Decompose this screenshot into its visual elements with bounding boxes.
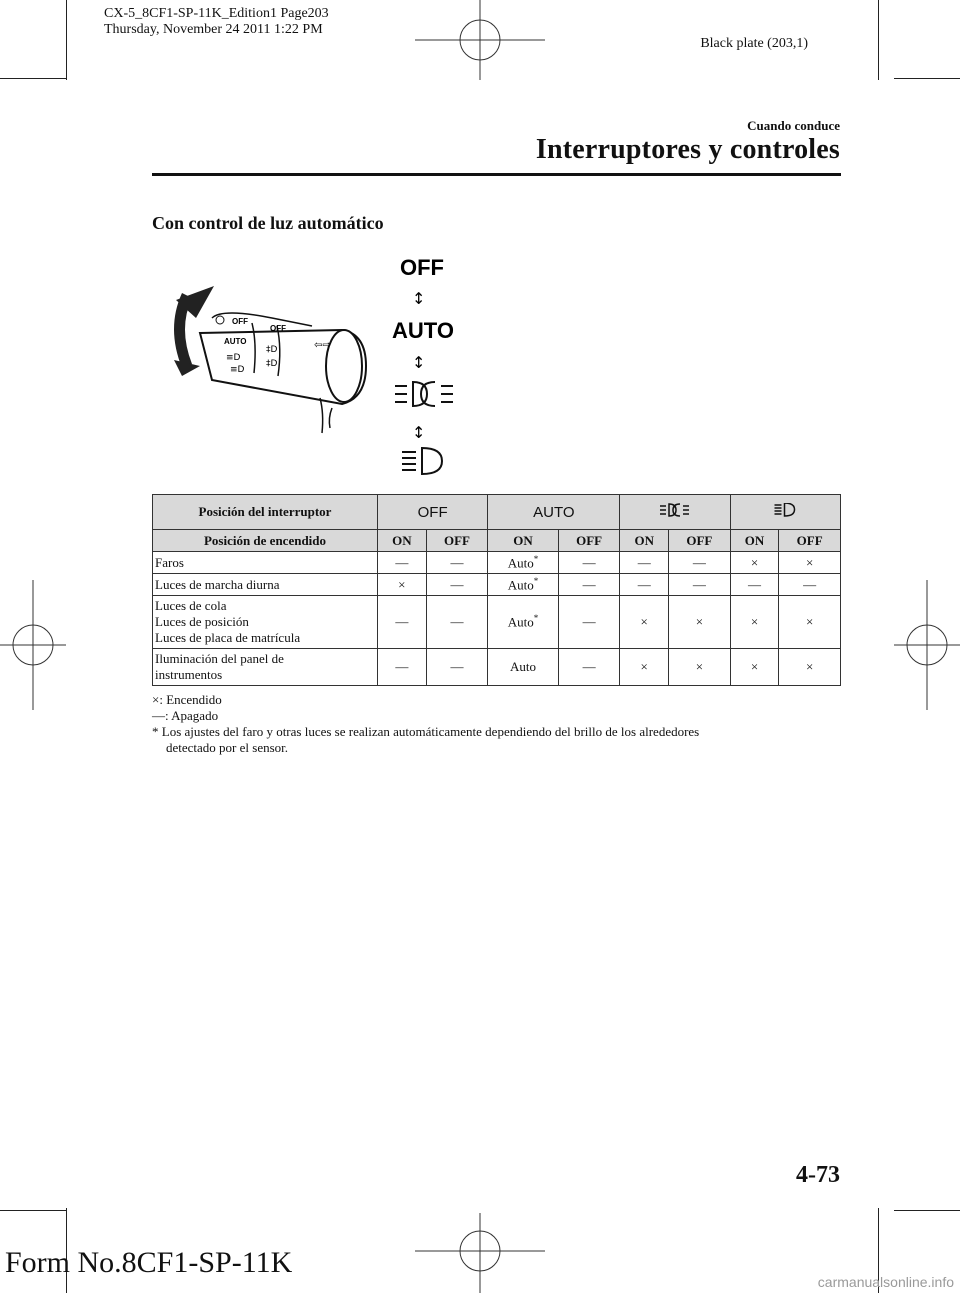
- cell-value: ×: [805, 659, 814, 674]
- cell-value: ×: [750, 554, 759, 570]
- cell-value: Auto: [510, 659, 537, 674]
- crop-mark: [0, 1210, 66, 1211]
- switch-position-table: [152, 494, 841, 686]
- row-label: [153, 552, 378, 574]
- registration-mark-right: [894, 580, 960, 710]
- table-cell: [488, 596, 559, 649]
- lever-headlight-icon: ≡D: [226, 353, 241, 363]
- table-cell: [558, 574, 620, 596]
- table-legend: [152, 692, 842, 756]
- print-meta-line1: CX-5_8CF1-SP-11K_Edition1 Page203: [104, 6, 329, 21]
- lever-label-auto: AUTO: [224, 337, 247, 346]
- position-label-off: OFF: [400, 255, 444, 280]
- headlight-icon: [773, 503, 797, 517]
- cell-value: Auto: [507, 577, 534, 593]
- print-meta-line2: Thursday, November 24 2011 1:22 PM: [104, 22, 323, 37]
- cell-value: —: [395, 659, 409, 674]
- crop-mark: [894, 1210, 960, 1211]
- cell-value: —: [450, 659, 464, 674]
- crop-mark: [0, 78, 66, 79]
- table-cell: [426, 552, 488, 574]
- cell-value: ×: [398, 576, 406, 592]
- cell-value: —: [582, 576, 596, 592]
- table-cell: [620, 552, 669, 574]
- legend-off: —: Apagado: [152, 708, 219, 723]
- cell-value: Auto: [507, 555, 534, 571]
- table-cell: [730, 574, 779, 596]
- cell-value: —: [803, 576, 817, 592]
- header-position-parking: [620, 495, 730, 530]
- table-cell: [378, 574, 427, 596]
- table-cell: [620, 574, 669, 596]
- cell-value: —: [582, 554, 596, 570]
- lever-fog-icon-2: ‡D: [266, 359, 278, 369]
- legend-on: ×: Encendido: [152, 692, 222, 707]
- state-cell: OFF: [558, 530, 620, 552]
- table-cell: [378, 552, 427, 574]
- footnote-marker: *: [533, 575, 539, 586]
- table-cell: [669, 574, 731, 596]
- table-row: [153, 574, 841, 596]
- cell-value: —: [637, 554, 651, 570]
- table-row: [153, 649, 841, 686]
- cell-value: ×: [805, 554, 814, 570]
- cell-value: —: [637, 576, 651, 592]
- row-label-line: Luces de posición: [155, 614, 249, 629]
- header-rule: [152, 173, 841, 176]
- table-cell: [669, 649, 731, 686]
- table-cell: [558, 649, 620, 686]
- watermark: carmanualsonline.info: [817, 1274, 954, 1290]
- table-body: [153, 552, 841, 686]
- table-header-row: [153, 495, 841, 530]
- form-number: Form No.8CF1-SP-11K: [5, 1246, 293, 1279]
- table-state-row: [153, 530, 841, 552]
- table-cell: [669, 596, 731, 649]
- table-cell: [426, 596, 488, 649]
- table-cell: [730, 649, 779, 686]
- cell-value: —: [450, 554, 464, 570]
- cell-value: ×: [750, 659, 759, 674]
- row-label-line: instrumentos: [155, 667, 223, 682]
- legend-note: * Los ajustes del faro y otras luces se realizan automáticamente dependiendo del brillo de los alrededores: [152, 724, 700, 739]
- subheading: Con control de luz automático: [152, 213, 384, 233]
- header-switch-position: Posición del interruptor: [153, 495, 378, 530]
- row-label-line: Luces de placa de matrícula: [155, 630, 301, 645]
- table-row: [153, 596, 841, 649]
- print-metadata: [104, 6, 329, 38]
- parking-light-icon: [660, 503, 690, 517]
- cell-value: ×: [640, 614, 648, 629]
- table-cell: [426, 649, 488, 686]
- header-ignition-position: Posición de encendido: [153, 530, 378, 552]
- lever-label-off-1: OFF: [232, 317, 248, 326]
- registration-mark-left: [0, 580, 66, 710]
- cell-value: —: [582, 659, 596, 674]
- table-cell: [779, 552, 841, 574]
- table-cell: [779, 596, 841, 649]
- cell-value: —: [450, 576, 464, 592]
- table-cell: [779, 649, 841, 686]
- headlight-icon: [402, 448, 442, 474]
- table-cell: [558, 596, 620, 649]
- lever-parking-icon: ≡D: [230, 365, 245, 375]
- footnote-marker: *: [533, 613, 539, 624]
- cell-value: ×: [695, 659, 704, 674]
- position-label-auto: AUTO: [392, 318, 454, 343]
- cell-value: —: [450, 614, 464, 629]
- footnote-marker: *: [533, 553, 539, 564]
- cell-value: ×: [750, 614, 759, 629]
- parking-light-icon: [395, 382, 453, 406]
- cell-value: —: [692, 576, 706, 592]
- row-label: [153, 596, 378, 649]
- lever-signal-icon: ⇦⇨: [314, 340, 331, 351]
- position-arrow-icon: ↕: [412, 289, 426, 308]
- registration-mark-bottom: [415, 1213, 545, 1293]
- crop-mark: [878, 0, 879, 80]
- crop-mark: [894, 78, 960, 79]
- state-cell: OFF: [779, 530, 841, 552]
- light-switch-figure: [152, 248, 492, 478]
- legend-note-continuation: detectado por el sensor.: [166, 740, 289, 755]
- plate-label: Black plate (203,1): [700, 36, 808, 51]
- header-position-headlight: [730, 495, 840, 530]
- table-cell: [620, 596, 669, 649]
- cell-value: —: [582, 614, 596, 629]
- table-cell: [558, 552, 620, 574]
- table-cell: [488, 574, 559, 596]
- state-cell: ON: [620, 530, 669, 552]
- position-arrow-icon: ↕: [412, 423, 426, 442]
- cell-value: —: [692, 554, 706, 570]
- row-label-line: Iluminación del panel de: [155, 651, 284, 666]
- table-cell: [378, 596, 427, 649]
- table-row: [153, 552, 841, 574]
- header-position-off: OFF: [378, 495, 488, 530]
- registration-mark-top: [415, 0, 545, 80]
- state-cell: ON: [378, 530, 427, 552]
- cell-value: ×: [695, 614, 704, 629]
- section-title: Interruptores y controles: [535, 134, 840, 165]
- state-cell: OFF: [426, 530, 488, 552]
- row-label-line: Luces de marcha diurna: [155, 576, 280, 592]
- cell-value: —: [395, 614, 409, 629]
- sun-icon: [216, 316, 224, 324]
- table-cell: [620, 649, 669, 686]
- row-label-line: Faros: [155, 554, 184, 570]
- lever-label-off-2: OFF: [270, 324, 286, 333]
- state-cell: ON: [488, 530, 559, 552]
- lever-fog-icon: ‡D: [266, 345, 278, 355]
- cell-value: —: [747, 576, 761, 592]
- cell-value: ×: [805, 614, 814, 629]
- row-label: [153, 649, 378, 686]
- table-cell: [730, 552, 779, 574]
- crop-mark: [66, 0, 67, 80]
- cell-value: Auto: [507, 614, 534, 630]
- state-cell: ON: [730, 530, 779, 552]
- section-label: Cuando conduce: [747, 118, 840, 133]
- table-cell: [488, 552, 559, 574]
- state-cell: OFF: [669, 530, 731, 552]
- cell-value: —: [395, 554, 409, 570]
- cell-value: ×: [640, 659, 648, 674]
- table-cell: [488, 649, 559, 686]
- table-cell: [426, 574, 488, 596]
- table-cell: [779, 574, 841, 596]
- position-arrow-icon: ↕: [412, 353, 426, 372]
- header-position-auto: AUTO: [488, 495, 620, 530]
- table-cell: [378, 649, 427, 686]
- table-cell: [730, 596, 779, 649]
- table-cell: [669, 552, 731, 574]
- row-label-line: Luces de cola: [155, 598, 227, 613]
- page-number: 4-73: [796, 1162, 840, 1188]
- row-label: [153, 574, 378, 596]
